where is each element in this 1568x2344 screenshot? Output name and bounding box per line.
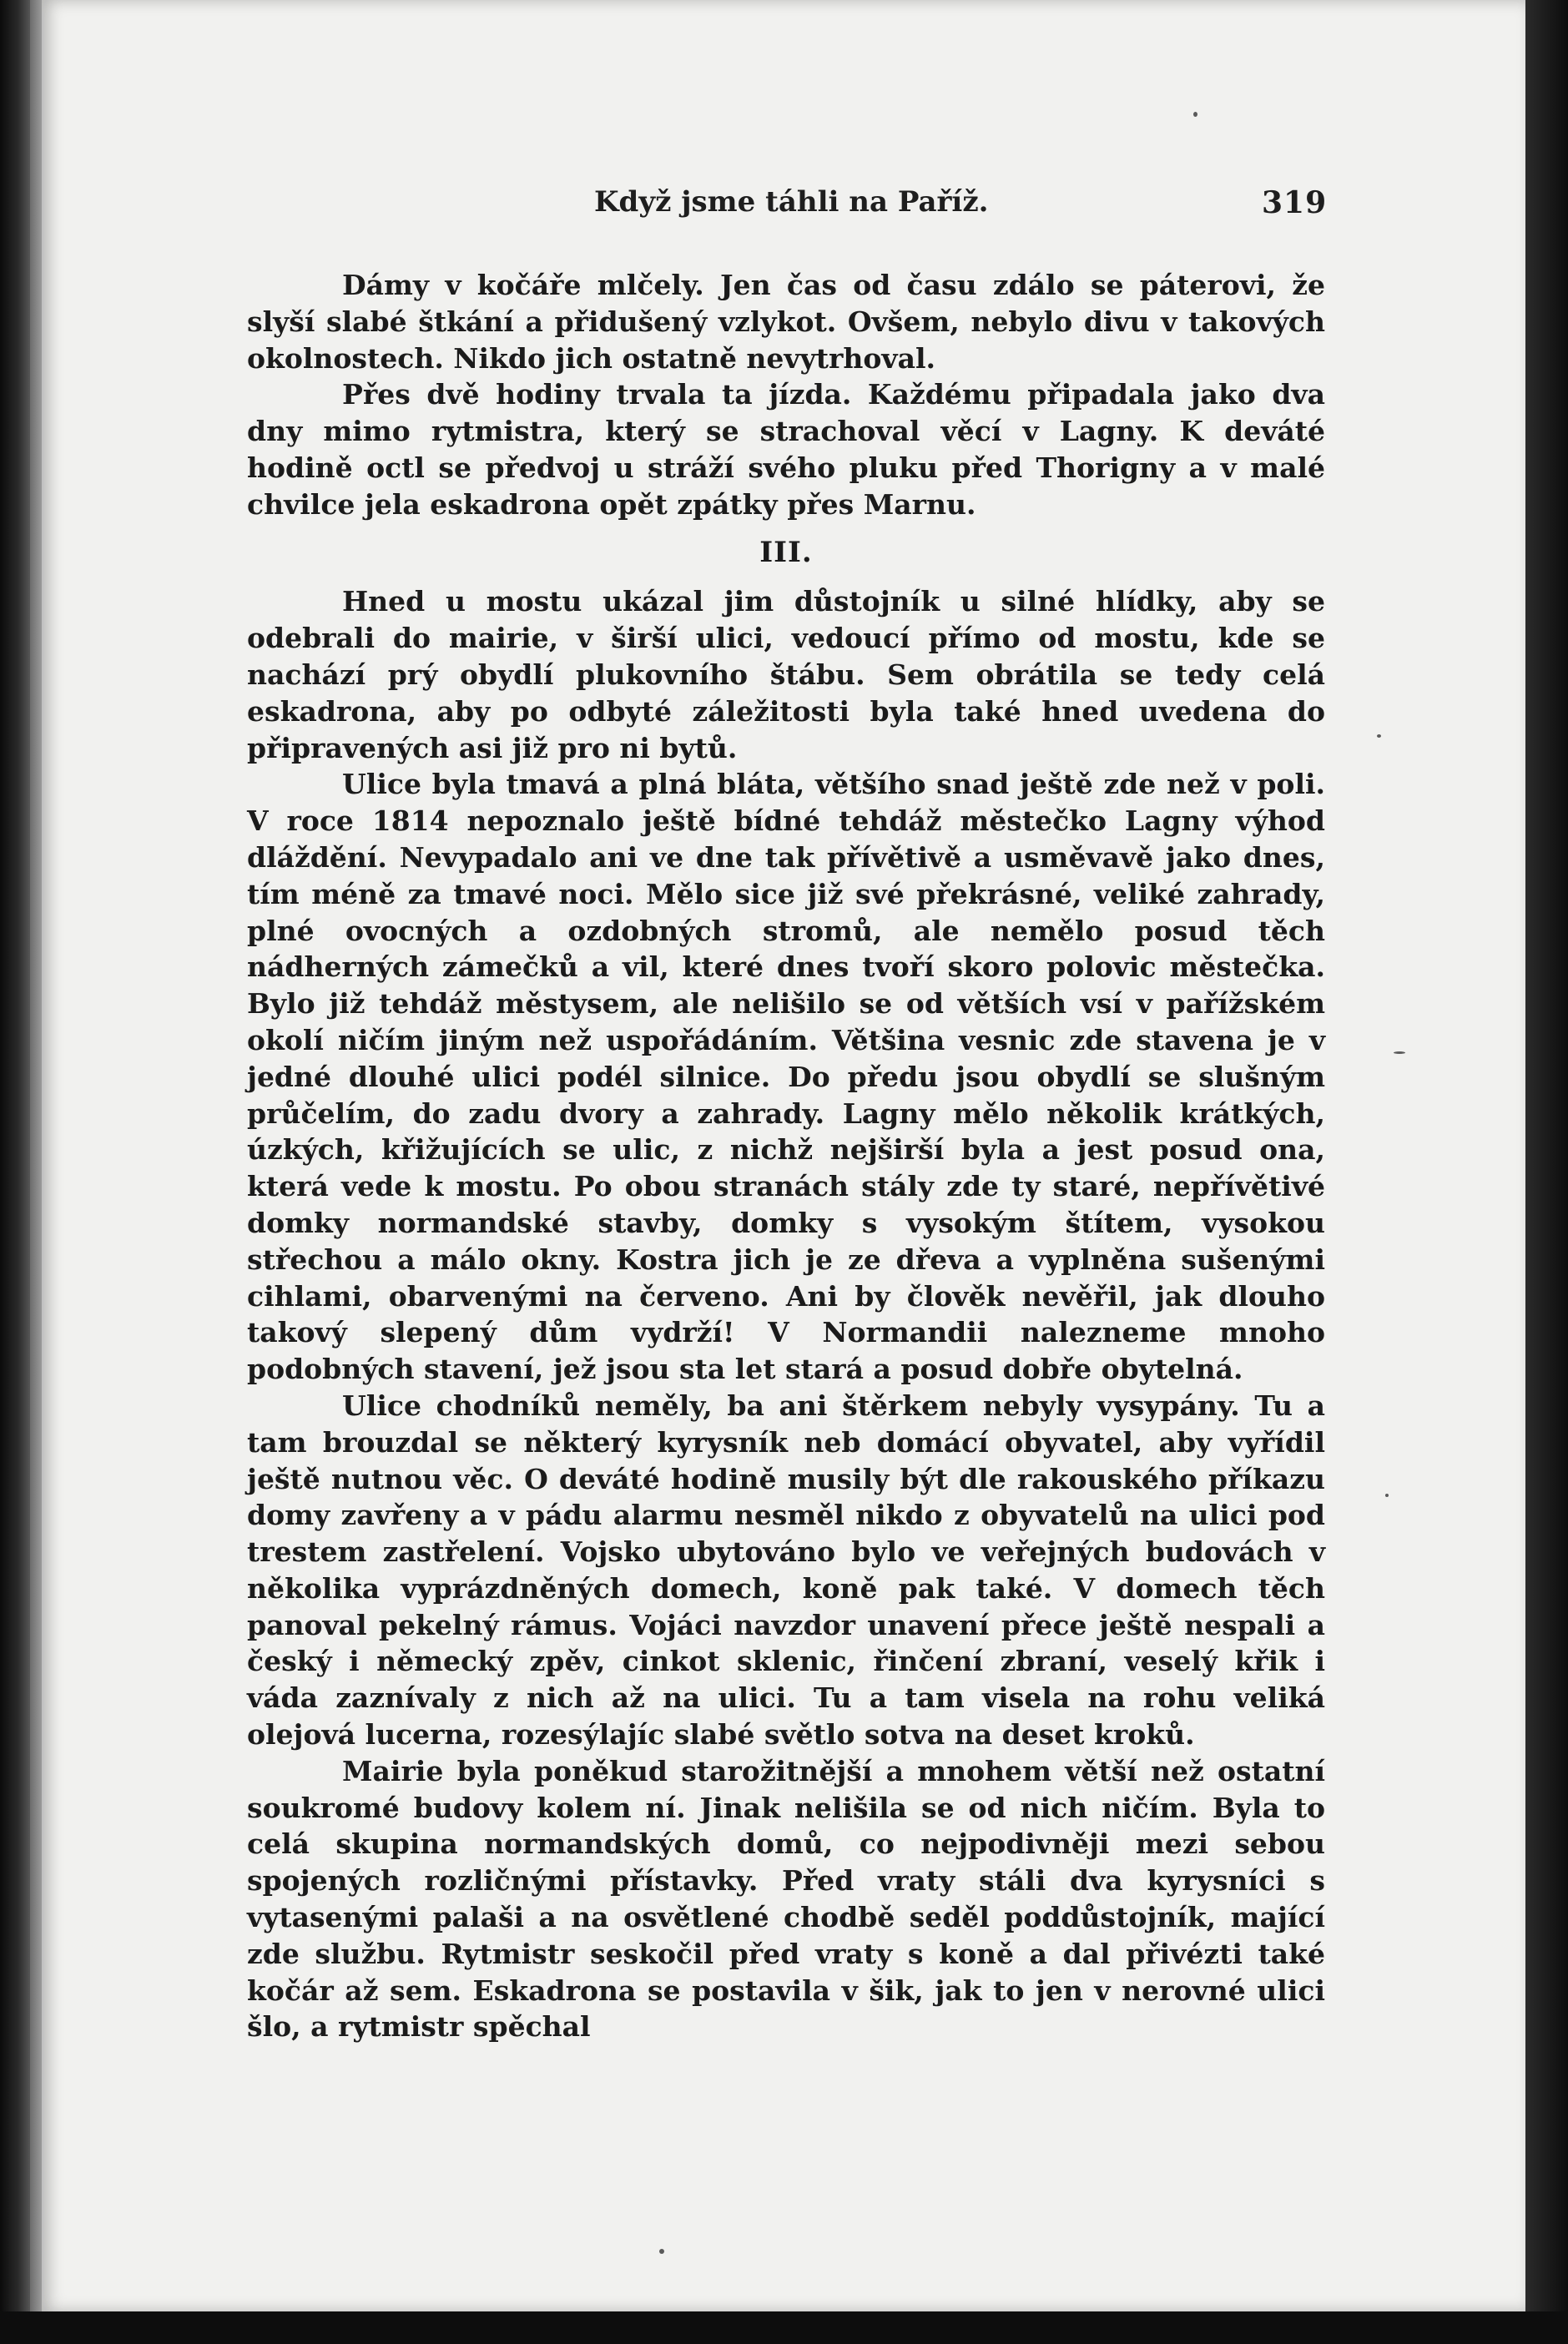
paragraph-ride-duration: Přes dvě hodiny trvala ta jízda. Každému připadala jako dva dny mimo rytmistra, který se strachoval věcí v Lagny. K deváté hodině octl se předvoj u stráží svého pluku před Thorigny a v malé chvilce jela eskadrona opět zpátky přes Marnu. — [247, 378, 1325, 521]
body-text — [247, 267, 1325, 2045]
running-title: Když jsme táhli na Paříž. — [594, 185, 989, 219]
page-number: 319 — [1262, 185, 1328, 220]
paragraph-mairie: Mairie byla poněkud starožitnější a mnohem větší než ostatní soukromé budovy kolem ní. Jinak nelišila se od nich ničím. Byla to celá skupina normandských domů, co nejpodivněji mezi sebou spojených rozličnými přístavky. Před vraty stáli dva kyrysníci s vytasenými palaši a na osvětlené chodbě seděl poddůstojník, mající zde službu. Rytmistr seskočil před vraty s koně a dal přivézti také kočár až sem. Eskadrona se postavila v šik, jak to jen v nerovné ulici šlo, a rytmistr spěchal — [247, 1754, 1325, 2044]
scanner-right-margin — [1525, 0, 1568, 2344]
paragraph-street-description: Ulice byla tmavá a plná bláta, většího snad ještě zde než v poli. V roce 1814 nepoznalo ještě bídné tehdáž městečko Lagny výhod dláždění. Nevypadalo ani ve dne tak přívětivě a usměvavě jako dnes, tím méně za tmavé noci. Mělo sice již své překrásné, veliké zahrady, plné ovocných a ozdobných stromů, ale nemělo posud těch nádherných zámečků a vil, které dnes tvoří skoro polovic městečka. Bylo již tehdáž městysem, ale nelišilo se od větších vsí v pařížském okolí ničím jiným než uspořádáním. Většina vesnic zde stavena je v jedné dlouhé ulici podél silnice. Do předu jsou obydlí se slušným průčelím, do zadu dvory a zahrady. Lagny mělo několik krátkých, úzkých, křižujících se ulic, z nichž nejširší byla a jest posud ona, která vede k mostu. Po obou stranách stály zde ty staré, nepřívětivé domky normandské stavby, domky s vysokým štítem, vysokou střechou a málo okny. Kostra jich je ze dřeva a vyplněna sušenými cihlami, obarvenými na červeno. Ani by člověk nevěřil, jak dlouho takový slepený dům vydrží! V Normandii nalezneme mnoho podobných stavení, jež jsou sta let stará a posud dobře obytelná. — [247, 768, 1325, 1386]
paper-speck — [1385, 1494, 1389, 1497]
section-heading: III. — [759, 535, 813, 569]
paragraph-streets-at-night: Ulice chodníků neměly, ba ani štěrkem nebyly vysypány. Tu a tam brouzdal se některý kyrysník neb domácí obyvatel, aby vyřídil ještě nutnou věc. O deváté hodině musily být dle rakouského příkazu domy zavřeny a v pádu alarmu nesměl nikdo z obyvatelů na ulici pod trestem zastřelení. Vojsko ubytováno bylo ve veřejných budovách v několika vyprázdněných domech, koně pak také. V domech těch panoval pekelný rámus. Vojáci navzdor unavení přece ještě nespali a český i německý zpěv, cinkot sklenic, řinčení zbraní, veselý křik i váda zaznívaly z nich až na ulici. Tu a tam visela na rohu veliká olejová lucerna, rozesýlajíc slabé světlo sotva na deset kroků. — [247, 1389, 1325, 1752]
paper-speck — [1377, 734, 1381, 738]
previous-page-edge — [30, 0, 42, 2344]
paragraph-ladies-silent: Dámy v kočáře mlčely. Jen čas od času zdálo se páterovi, že slyší slabé štkání a přidušený vzlykot. Ovšem, nebylo divu v takových okolnostech. Nikdo jich ostatně nevytrhoval. — [247, 269, 1325, 375]
paper-speck — [1394, 1051, 1405, 1054]
paragraph-bridge-officer: Hned u mostu ukázal jim důstojník u silné hlídky, aby se odebrali do mairie, v širší ulici, vedoucí přímo od mostu, kde se nachází prý obydlí plukovního štábu. Sem obrátila se tedy celá eskadrona, aby po odbyté záležitosti byla také hned uvedena do připravených asi již pro ni bytů. — [247, 585, 1325, 764]
scanner-bottom-margin — [0, 2311, 1568, 2344]
scanner-left-margin — [0, 0, 30, 2344]
paper-speck — [659, 2249, 664, 2254]
paper-speck — [1193, 112, 1197, 117]
